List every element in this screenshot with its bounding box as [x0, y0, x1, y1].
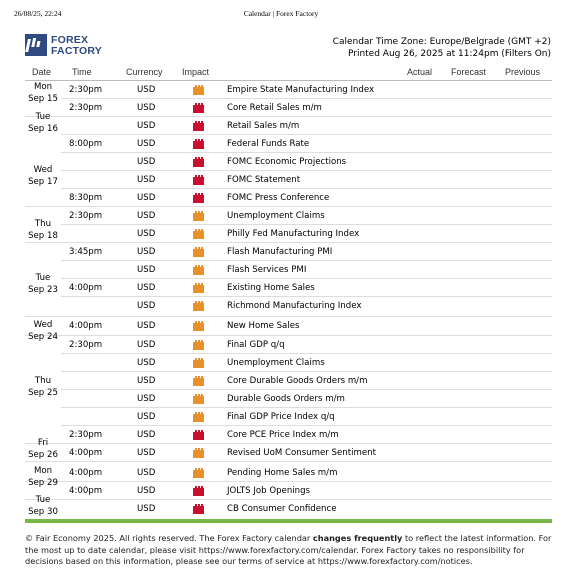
event-name[interactable]: Final GDP Price Index q/q	[227, 412, 335, 422]
event-row[interactable]	[25, 117, 552, 135]
event-name[interactable]: Final GDP q/q	[227, 340, 285, 350]
event-name[interactable]: Core Durable Goods Orders m/m	[227, 376, 368, 386]
event-row[interactable]	[25, 444, 552, 462]
column-headers	[25, 66, 552, 80]
high-impact-icon[interactable]	[193, 193, 204, 203]
event-currency: USD	[137, 412, 156, 422]
event-name[interactable]: Unemployment Claims	[227, 358, 325, 368]
event-name[interactable]: Existing Home Sales	[227, 283, 315, 293]
medium-impact-icon[interactable]	[193, 85, 204, 95]
event-name[interactable]: FOMC Press Conference	[227, 193, 330, 203]
event-name[interactable]: Flash Services PMI	[227, 265, 307, 275]
day-date: Sep 26	[28, 450, 58, 460]
day-label	[25, 111, 61, 135]
event-time: 2:30pm	[69, 430, 103, 440]
day-date: Sep 18	[28, 231, 58, 241]
day-of-week: Mon	[33, 82, 53, 92]
medium-impact-icon[interactable]	[193, 265, 204, 275]
medium-impact-icon[interactable]	[193, 211, 204, 221]
event-time: 8:00pm	[69, 139, 103, 149]
event-row[interactable]	[25, 408, 552, 426]
event-currency: USD	[137, 139, 156, 149]
day-date: Sep 15	[28, 94, 58, 104]
event-row[interactable]	[25, 500, 552, 518]
day-of-week: Tue	[35, 112, 51, 122]
event-currency: USD	[137, 376, 156, 386]
event-row[interactable]	[25, 207, 552, 225]
event-name[interactable]: Federal Funds Rate	[227, 139, 310, 149]
forex-factory-logo[interactable]	[25, 34, 105, 58]
event-currency: USD	[137, 430, 156, 440]
day-label	[25, 465, 61, 489]
print-datetime: 26/08/25, 22:24	[14, 9, 62, 18]
event-name[interactable]: Flash Manufacturing PMI	[227, 247, 333, 257]
day-label	[25, 272, 61, 296]
medium-impact-icon[interactable]	[193, 376, 204, 386]
event-currency: USD	[137, 358, 156, 368]
high-impact-icon[interactable]	[193, 121, 204, 131]
high-impact-icon[interactable]	[193, 504, 204, 514]
event-currency: USD	[137, 283, 156, 293]
event-time: 3:45pm	[69, 247, 103, 257]
forex-factory-logo-icon	[25, 34, 47, 56]
day-label	[25, 218, 61, 242]
event-row[interactable]	[25, 354, 552, 372]
event-currency: USD	[137, 193, 156, 203]
day-of-week: Fri	[37, 438, 49, 448]
event-currency: USD	[137, 103, 156, 113]
event-currency: USD	[137, 486, 156, 496]
event-row[interactable]	[25, 261, 552, 279]
event-row[interactable]	[25, 372, 552, 390]
calendar-info	[333, 36, 551, 60]
medium-impact-icon[interactable]	[193, 229, 204, 239]
print-header	[0, 9, 562, 21]
day-date: Sep 25	[28, 388, 58, 398]
day-date: Sep 30	[28, 507, 58, 517]
event-name[interactable]: Philly Fed Manufacturing Index	[227, 229, 360, 239]
event-time: 2:30pm	[69, 85, 103, 95]
day-label	[25, 319, 61, 343]
day-date: Sep 16	[28, 124, 58, 134]
high-impact-icon[interactable]	[193, 175, 204, 185]
footer-bold: changes frequently	[312, 533, 403, 543]
event-time: 4:00pm	[69, 448, 103, 458]
event-row[interactable]	[25, 243, 552, 261]
high-impact-icon[interactable]	[193, 486, 204, 496]
medium-impact-icon[interactable]	[193, 358, 204, 368]
high-impact-icon[interactable]	[193, 430, 204, 440]
event-name[interactable]: FOMC Economic Projections	[227, 157, 347, 167]
printed-label: Printed Aug 26, 2025 at 11:24pm (Filters On)	[347, 49, 551, 59]
timezone-label: Calendar Time Zone: Europe/Belgrade (GMT +2)	[332, 37, 551, 47]
event-time: 2:30pm	[69, 103, 103, 113]
event-currency: USD	[137, 321, 156, 331]
logo-line1: FOREX	[51, 34, 89, 46]
day-date: Sep 24	[28, 332, 58, 342]
event-row[interactable]	[25, 336, 552, 354]
event-currency: USD	[137, 229, 156, 239]
event-time: 4:00pm	[69, 283, 103, 293]
event-time: 2:30pm	[69, 340, 103, 350]
day-of-week: Tue	[35, 495, 51, 505]
event-name[interactable]: Revised UoM Consumer Sentiment	[227, 448, 376, 458]
event-time: 8:30pm	[69, 193, 103, 203]
footer-notice	[25, 533, 555, 568]
event-row[interactable]	[25, 153, 552, 171]
event-row[interactable]	[25, 135, 552, 153]
event-currency: USD	[137, 468, 156, 478]
event-row[interactable]	[25, 426, 552, 444]
event-name[interactable]: Core PCE Price Index m/m	[227, 430, 339, 440]
event-name[interactable]: Durable Goods Orders m/m	[227, 394, 345, 404]
event-name[interactable]: Retail Sales m/m	[227, 121, 300, 131]
event-row[interactable]	[25, 81, 552, 99]
event-currency: USD	[137, 340, 156, 350]
event-name[interactable]: CB Consumer Confidence	[227, 504, 337, 514]
day-label	[25, 375, 61, 399]
medium-impact-icon[interactable]	[193, 468, 204, 478]
medium-impact-icon[interactable]	[193, 394, 204, 404]
event-currency: USD	[137, 247, 156, 257]
col-currency: Currency	[126, 67, 163, 77]
event-name[interactable]: New Home Sales	[227, 321, 300, 331]
print-title: Calendar | Forex Factory	[243, 9, 319, 18]
logo-wordmark	[51, 35, 102, 57]
medium-impact-icon[interactable]	[193, 412, 204, 422]
day-of-week: Thu	[34, 376, 52, 386]
event-name[interactable]: Pending Home Sales m/m	[227, 468, 338, 478]
event-name[interactable]: Empire State Manufacturing Index	[227, 85, 375, 95]
event-currency: USD	[137, 265, 156, 275]
day-label	[25, 81, 61, 105]
footer-text-1: © Fair Economy 2025. All rights reserved. The Forex Factory calendar	[25, 533, 313, 543]
medium-impact-icon[interactable]	[193, 247, 204, 257]
event-currency: USD	[137, 85, 156, 95]
medium-impact-icon[interactable]	[193, 448, 204, 458]
event-row[interactable]	[25, 171, 552, 189]
event-currency: USD	[137, 121, 156, 131]
day-of-week: Wed	[33, 320, 53, 330]
event-name[interactable]: Core Retail Sales m/m	[227, 103, 322, 113]
event-name[interactable]: Richmond Manufacturing Index	[227, 301, 362, 311]
event-row[interactable]	[25, 482, 552, 500]
logo-line2: FACTORY	[51, 45, 102, 57]
medium-impact-icon[interactable]	[193, 301, 204, 311]
day-of-week: Tue	[35, 273, 51, 283]
event-currency: USD	[137, 211, 156, 221]
medium-impact-icon[interactable]	[193, 321, 204, 331]
medium-impact-icon[interactable]	[193, 283, 204, 293]
event-row[interactable]	[25, 225, 552, 243]
day-label	[25, 437, 61, 461]
event-currency: USD	[137, 157, 156, 167]
event-currency: USD	[137, 448, 156, 458]
event-time: 4:00pm	[69, 468, 103, 478]
event-currency: USD	[137, 175, 156, 185]
high-impact-icon[interactable]	[193, 157, 204, 167]
col-previous: Previous	[505, 67, 541, 77]
event-row[interactable]	[25, 279, 552, 297]
medium-impact-icon[interactable]	[193, 340, 204, 350]
col-time: Time	[72, 67, 92, 77]
event-currency: USD	[137, 301, 156, 311]
event-row[interactable]	[25, 464, 552, 482]
day-label	[25, 494, 61, 518]
event-row[interactable]	[25, 317, 552, 335]
event-name[interactable]: FOMC Statement	[227, 175, 301, 185]
event-name[interactable]: Unemployment Claims	[227, 211, 325, 221]
event-row[interactable]	[25, 189, 552, 207]
col-forecast: Forecast	[451, 67, 487, 77]
footer-accent-bar	[25, 519, 552, 523]
event-row[interactable]	[25, 390, 552, 408]
high-impact-icon[interactable]	[193, 103, 204, 113]
event-currency: USD	[137, 504, 156, 514]
event-currency: USD	[137, 394, 156, 404]
day-label	[25, 164, 61, 188]
event-row[interactable]	[25, 297, 552, 315]
day-of-week: Wed	[33, 165, 53, 175]
day-date: Sep 23	[28, 285, 58, 295]
event-time: 4:00pm	[69, 486, 103, 496]
high-impact-icon[interactable]	[193, 139, 204, 149]
day-date: Sep 29	[28, 478, 58, 488]
event-time: 2:30pm	[69, 211, 103, 221]
event-name[interactable]: JOLTS Job Openings	[227, 486, 311, 496]
footer-text-2: to reflect the latest information. For the most up to date calendar, please visit https://www.forexfactory.com/calendar. Forex Factory takes no responsibility for decisions based on this information, please see our terms of service at https://www.forexfactory.com/notices.	[25, 533, 552, 567]
event-row[interactable]	[25, 99, 552, 117]
day-date: Sep 17	[28, 177, 58, 187]
day-of-week: Mon	[33, 466, 53, 476]
event-time: 4:00pm	[69, 321, 103, 331]
col-actual: Actual	[407, 67, 433, 77]
col-date: Date	[32, 67, 52, 77]
col-impact: Impact	[182, 67, 210, 77]
day-of-week: Thu	[34, 219, 52, 229]
